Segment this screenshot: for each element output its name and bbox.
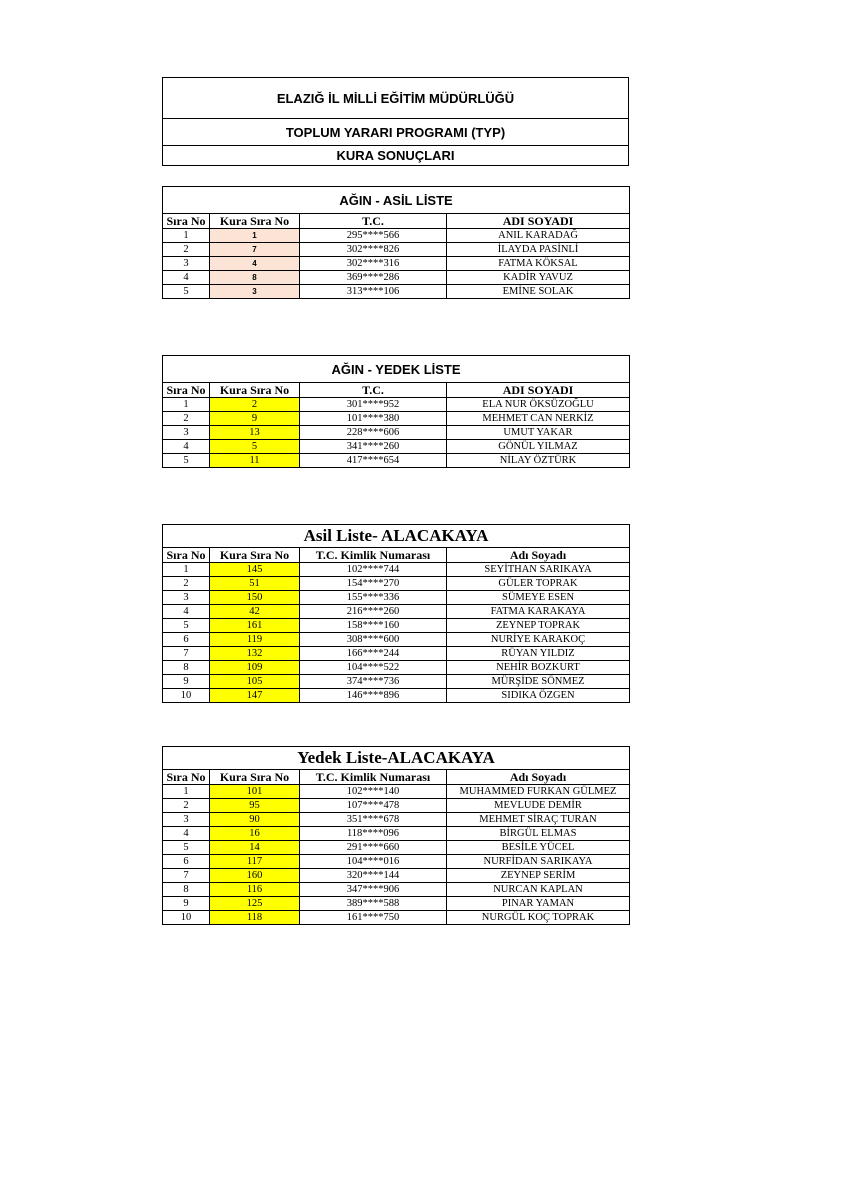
sira-no-cell: 2 [163,412,210,426]
adi-soyadi-cell: MEHMET SİRAÇ TURAN [447,813,630,827]
table-row [163,591,630,605]
tc-cell: 228****606 [300,426,447,440]
tc-cell: 417****654 [300,454,447,468]
tc-cell: 146****896 [300,689,447,703]
tc-cell: 302****316 [300,257,447,271]
kura-sira-no-cell: 14 [210,841,300,855]
kura-sira-no-cell: 119 [210,633,300,647]
col-header-kura-sira-no: Kura Sıra No [210,770,300,785]
kura-sira-no-cell: 90 [210,813,300,827]
table-row [163,577,630,591]
tc-cell: 102****744 [300,563,447,577]
adi-soyadi-cell: İLAYDA PASİNLİ [447,243,630,257]
sira-no-cell: 6 [163,633,210,647]
sira-no-cell: 3 [163,813,210,827]
header-program: TOPLUM YARARI PROGRAMI (TYP) [163,119,629,146]
table-row [163,633,630,647]
sira-no-cell: 8 [163,661,210,675]
table-row [163,869,630,883]
sira-no-cell: 10 [163,911,210,925]
tc-cell: 216****260 [300,605,447,619]
alacakaya-yedek-table [162,746,630,925]
table-row [163,841,630,855]
sira-no-cell: 6 [163,855,210,869]
kura-sira-no-cell: 105 [210,675,300,689]
adi-soyadi-cell: UMUT YAKAR [447,426,630,440]
adi-soyadi-cell: BESİLE YÜCEL [447,841,630,855]
adi-soyadi-cell: NURFİDAN SARIKAYA [447,855,630,869]
tc-cell: 351****678 [300,813,447,827]
adi-soyadi-cell: NİLAY ÖZTÜRK [447,454,630,468]
adi-soyadi-cell: EMİNE SOLAK [447,285,630,299]
tc-cell: 154****270 [300,577,447,591]
table-row [163,883,630,897]
table-row [163,243,630,257]
kura-sira-no-cell: 13 [210,426,300,440]
col-header-tc: T.C. [300,214,447,229]
sira-no-cell: 2 [163,243,210,257]
tc-cell: 295****566 [300,229,447,243]
tc-cell: 104****016 [300,855,447,869]
sira-no-cell: 4 [163,271,210,285]
col-header-sira-no: Sıra No [163,548,210,563]
sira-no-cell: 1 [163,229,210,243]
sira-no-cell: 5 [163,619,210,633]
table-row [163,647,630,661]
sira-no-cell: 9 [163,897,210,911]
kura-sira-no-cell: 132 [210,647,300,661]
table-row [163,426,630,440]
col-header-adi-soyadi: Adı Soyadı [447,548,630,563]
adi-soyadi-cell: NURCAN KAPLAN [447,883,630,897]
col-header-kura-sira-no: Kura Sıra No [210,214,300,229]
kura-sira-no-cell: 1 [210,229,300,243]
tc-cell: 155****336 [300,591,447,605]
table-title: AĞIN - ASİL LİSTE [163,187,630,214]
tc-cell: 302****826 [300,243,447,257]
kura-sira-no-cell: 42 [210,605,300,619]
sira-no-cell: 5 [163,454,210,468]
tc-cell: 341****260 [300,440,447,454]
col-header-tc: T.C. [300,383,447,398]
adi-soyadi-cell: ELA NUR ÖKSÜZOĞLU [447,398,630,412]
adi-soyadi-cell: SÜMEYE ESEN [447,591,630,605]
tc-cell: 320****144 [300,869,447,883]
sira-no-cell: 10 [163,689,210,703]
table-row [163,897,630,911]
adi-soyadi-cell: NURİYE KARAKOÇ [447,633,630,647]
kura-sira-no-cell: 2 [210,398,300,412]
table-row [163,785,630,799]
kura-sira-no-cell: 4 [210,257,300,271]
adi-soyadi-cell: MÜRŞİDE SÖNMEZ [447,675,630,689]
table-row [163,412,630,426]
adi-soyadi-cell: NURGÜL KOÇ TOPRAK [447,911,630,925]
adi-soyadi-cell: MEVLUDE DEMİR [447,799,630,813]
adi-soyadi-cell: PINAR YAMAN [447,897,630,911]
kura-sira-no-cell: 7 [210,243,300,257]
kura-sira-no-cell: 16 [210,827,300,841]
adi-soyadi-cell: KADİR YAVUZ [447,271,630,285]
alacakaya-asil-table [162,524,630,703]
sira-no-cell: 4 [163,605,210,619]
tc-cell: 118****096 [300,827,447,841]
tc-cell: 308****600 [300,633,447,647]
kura-sira-no-cell: 3 [210,285,300,299]
sira-no-cell: 4 [163,440,210,454]
kura-sira-no-cell: 147 [210,689,300,703]
sira-no-cell: 1 [163,563,210,577]
table-row [163,271,630,285]
adi-soyadi-cell: ZEYNEP TOPRAK [447,619,630,633]
sira-no-cell: 4 [163,827,210,841]
sira-no-cell: 3 [163,426,210,440]
adi-soyadi-cell: SIDIKA ÖZGEN [447,689,630,703]
tc-cell: 313****106 [300,285,447,299]
tc-cell: 389****588 [300,897,447,911]
kura-sira-no-cell: 95 [210,799,300,813]
adi-soyadi-cell: GÜLER TOPRAK [447,577,630,591]
sira-no-cell: 1 [163,785,210,799]
kura-sira-no-cell: 160 [210,869,300,883]
adi-soyadi-cell: MEHMET CAN NERKİZ [447,412,630,426]
table-row [163,827,630,841]
table-row [163,605,630,619]
tc-cell: 374****736 [300,675,447,689]
header-subtitle: KURA SONUÇLARI [163,146,629,166]
adi-soyadi-cell: MUHAMMED FURKAN GÜLMEZ [447,785,630,799]
adi-soyadi-cell: FATMA KARAKAYA [447,605,630,619]
tc-cell: 101****380 [300,412,447,426]
col-header-adi-soyadi: ADI SOYADI [447,383,630,398]
table-row [163,911,630,925]
table-row [163,563,630,577]
col-header-adi-soyadi: Adı Soyadı [447,770,630,785]
kura-sira-no-cell: 145 [210,563,300,577]
adi-soyadi-cell: ZEYNEP SERİM [447,869,630,883]
sira-no-cell: 9 [163,675,210,689]
table-row [163,799,630,813]
tc-cell: 158****160 [300,619,447,633]
header-block [162,77,629,166]
tc-cell: 104****522 [300,661,447,675]
col-header-sira-no: Sıra No [163,770,210,785]
table-title: Asil Liste- ALACAKAYA [163,525,630,548]
tc-cell: 291****660 [300,841,447,855]
adi-soyadi-cell: RÜYAN YILDIZ [447,647,630,661]
table-row [163,454,630,468]
sira-no-cell: 5 [163,841,210,855]
table-row [163,229,630,243]
agin-yedek-table [162,355,630,468]
kura-sira-no-cell: 161 [210,619,300,633]
adi-soyadi-cell: GÖNÜL YILMAZ [447,440,630,454]
kura-sira-no-cell: 109 [210,661,300,675]
table-row [163,689,630,703]
kura-sira-no-cell: 11 [210,454,300,468]
col-header-kura-sira-no: Kura Sıra No [210,383,300,398]
table-title: AĞIN - YEDEK LİSTE [163,356,630,383]
table-row [163,257,630,271]
sira-no-cell: 7 [163,647,210,661]
adi-soyadi-cell: BİRGÜL ELMAS [447,827,630,841]
tc-cell: 102****140 [300,785,447,799]
tc-cell: 369****286 [300,271,447,285]
col-header-sira-no: Sıra No [163,383,210,398]
table-title: Yedek Liste-ALACAKAYA [163,747,630,770]
sira-no-cell: 3 [163,591,210,605]
adi-soyadi-cell: SEYİTHAN SARIKAYA [447,563,630,577]
kura-sira-no-cell: 51 [210,577,300,591]
sira-no-cell: 5 [163,285,210,299]
adi-soyadi-cell: ANIL KARADAĞ [447,229,630,243]
col-header-tc: T.C. Kimlik Numarası [300,770,447,785]
table-row [163,398,630,412]
adi-soyadi-cell: FATMA KÖKSAL [447,257,630,271]
sira-no-cell: 2 [163,577,210,591]
sira-no-cell: 3 [163,257,210,271]
table-row [163,661,630,675]
header-title: ELAZIĞ İL MİLLİ EĞİTİM MÜDÜRLÜĞÜ [163,78,629,119]
tc-cell: 161****750 [300,911,447,925]
col-header-sira-no: Sıra No [163,214,210,229]
table-row [163,813,630,827]
table-row [163,855,630,869]
table-row [163,675,630,689]
adi-soyadi-cell: NEHİR BOZKURT [447,661,630,675]
sira-no-cell: 7 [163,869,210,883]
col-header-adi-soyadi: ADI SOYADI [447,214,630,229]
kura-sira-no-cell: 150 [210,591,300,605]
tc-cell: 166****244 [300,647,447,661]
col-header-kura-sira-no: Kura Sıra No [210,548,300,563]
tc-cell: 301****952 [300,398,447,412]
kura-sira-no-cell: 101 [210,785,300,799]
table-row [163,285,630,299]
table-row [163,619,630,633]
col-header-tc: T.C. Kimlik Numarası [300,548,447,563]
kura-sira-no-cell: 116 [210,883,300,897]
sira-no-cell: 2 [163,799,210,813]
tc-cell: 107****478 [300,799,447,813]
kura-sira-no-cell: 5 [210,440,300,454]
tc-cell: 347****906 [300,883,447,897]
kura-sira-no-cell: 118 [210,911,300,925]
kura-sira-no-cell: 125 [210,897,300,911]
agin-asil-table [162,186,630,299]
sira-no-cell: 1 [163,398,210,412]
kura-sira-no-cell: 8 [210,271,300,285]
table-row [163,440,630,454]
sira-no-cell: 8 [163,883,210,897]
kura-sira-no-cell: 9 [210,412,300,426]
kura-sira-no-cell: 117 [210,855,300,869]
